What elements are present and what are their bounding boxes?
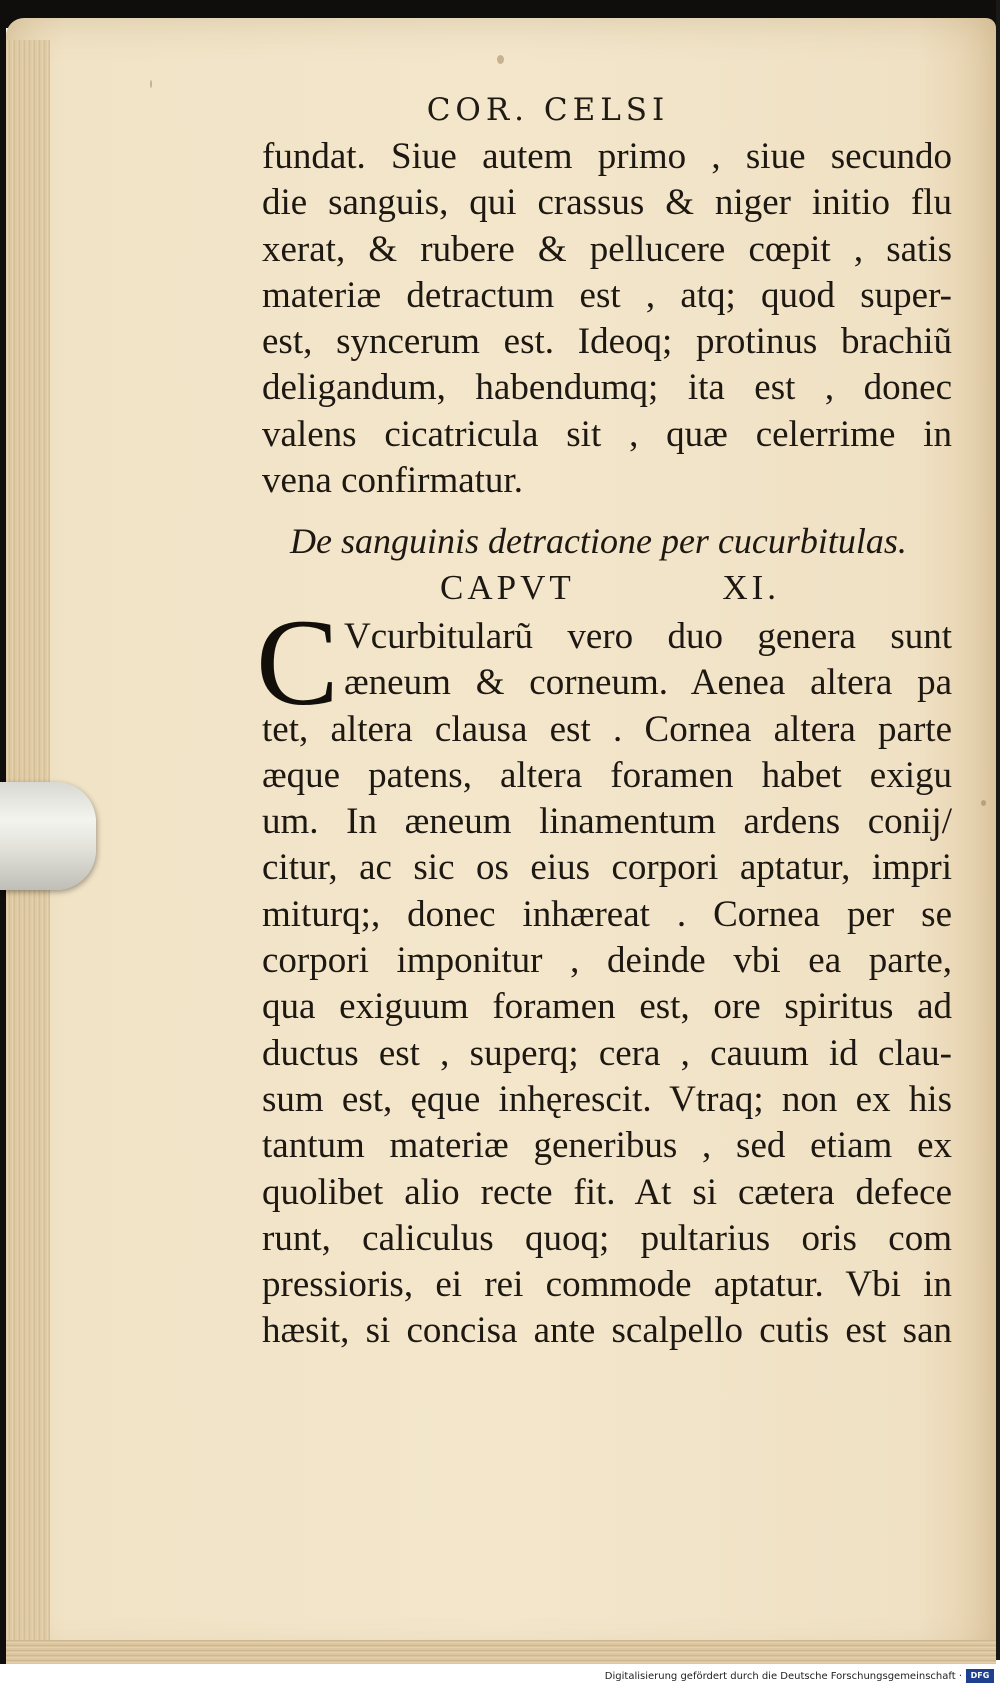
text-line: hæsit, si concisa ante scalpello cutis est san: [262, 1310, 952, 1352]
ink-spot: [981, 800, 986, 806]
text-line: um. In æneum linamentum ardens conij/: [262, 801, 952, 843]
text-line: runt, caliculus quoq; pultarius oris com: [262, 1217, 952, 1259]
book-clip: [0, 782, 96, 890]
text-line: citur, ac sic os eius corpori aptatur, impri: [262, 847, 952, 889]
text-line: corpori imponitur , deinde vbi ea parte,: [262, 940, 952, 982]
text-line: die sanguis, qui crassus & niger initio flu: [262, 182, 952, 224]
text-line: est, syncerum est. Ideoq; protinus brachiũ: [262, 321, 952, 363]
text-line: materiæ detractum est , atq; quod super-: [262, 274, 952, 316]
text-line: fundat. Siue autem primo , siue secundo: [262, 136, 952, 177]
scan-border-right: [996, 0, 1000, 1660]
text-line: ductus est , superq; cera , cauum id clau-: [262, 1032, 952, 1074]
ink-spot: [150, 80, 152, 88]
text-line: quolibet alio recte fit. At si cætera defece: [262, 1171, 952, 1213]
text-line: xerat, & rubere & pellucere cœpit , satis: [262, 228, 952, 270]
chapter-heading: [440, 568, 780, 608]
text-line: tet, altera clausa est . Cornea altera parte: [262, 708, 952, 750]
page-stack-bottom: [6, 1640, 996, 1664]
text-line: tantum materiæ generibus , sed etiam ex: [262, 1125, 952, 1167]
text-line: valens cicatricula sit , quæ celerrime in: [262, 413, 952, 455]
text-line: deligandum, habendumq; ita est , donec: [262, 367, 952, 409]
chapter-body: [262, 614, 952, 1355]
chapter-label: CAPVT: [440, 568, 575, 607]
text-line: sum est, ęque inhęrescit. Vtraq; non ex his: [262, 1078, 952, 1120]
funding-credit: Digitalisierung gefördert durch die Deutsche Forschungsgemeinschaft ·: [604, 1671, 962, 1682]
running-header: COR. CELSI: [426, 92, 670, 128]
text-line: æque patens, altera foramen habet exigu: [262, 754, 952, 796]
text-line: vena confirmatur.: [262, 460, 523, 502]
chapter-number: XI.: [722, 568, 780, 607]
drop-cap-initial: C: [256, 594, 339, 731]
text-line: miturq;, donec inhæreat . Cornea per se: [262, 893, 952, 935]
text-line: æneum & corneum. Aenea altera pa: [344, 662, 952, 704]
section-subtitle: De sanguinis detractione per cucurbitulas.: [290, 521, 907, 561]
text-line: pressioris, ei rei commode aptatur. Vbi in: [262, 1264, 952, 1306]
dfg-logo: DFG: [966, 1669, 994, 1683]
paragraph-block: [262, 134, 952, 504]
ink-spot: [497, 55, 504, 64]
text-line: qua exiguum foramen est, ore spiritus ad: [262, 986, 952, 1028]
text-line: Vcurbitularũ vero duo genera sunt: [344, 616, 952, 657]
